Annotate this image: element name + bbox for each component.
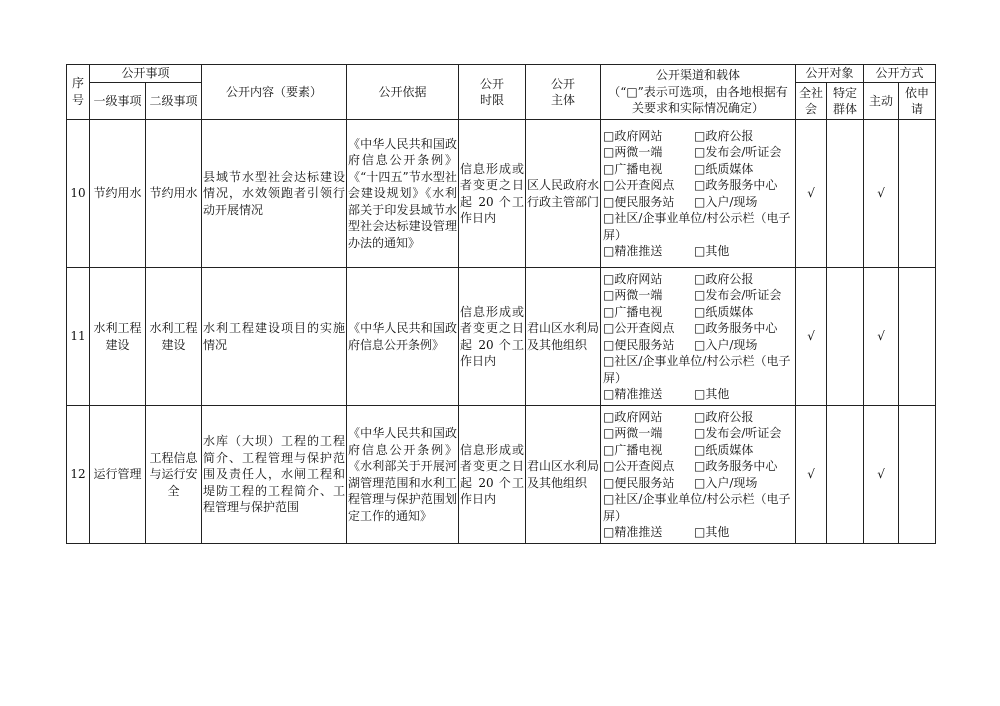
channel-item: □政务服务中心	[694, 459, 778, 473]
channel-item: □公开查阅点	[603, 321, 675, 335]
table-row	[67, 120, 936, 268]
row-target-group	[827, 268, 864, 406]
header-target-group: 特定群体	[827, 83, 864, 120]
header-level1: 一级事项	[90, 83, 146, 120]
table-row	[67, 406, 936, 544]
row-method-request	[899, 406, 936, 544]
channel-item: □纸质媒体	[694, 161, 754, 176]
channel-item: □纸质媒体	[694, 442, 754, 457]
disclosure-table	[66, 64, 936, 544]
row-target-all: √	[796, 406, 827, 544]
header-row-1	[67, 65, 936, 83]
channel-item: □公开查阅点	[603, 459, 675, 473]
header-basis: 公开依据	[347, 65, 459, 120]
channel-item: □社区/企事业单位/村公示栏（电子屏）	[603, 492, 791, 523]
row-deadline: 信息形成或者变更之日起 20 个工作日内	[459, 120, 526, 268]
channel-item: □广播电视	[603, 442, 663, 457]
row-basis: 《中华人民共和国政府信息公开条例》《水利部关于开展河湖管理范围和水利工程管理与保护范围划定工作的通知》	[347, 406, 459, 544]
channel-item: □便民服务站	[603, 194, 675, 209]
header-method-active: 主动	[864, 83, 899, 120]
row-method-request	[899, 268, 936, 406]
channel-item: □社区/企事业单位/村公示栏（电子屏）	[603, 211, 791, 242]
channel-item: □其他	[694, 525, 730, 539]
row-content: 县域节水型社会达标建设情况，水效领跑者引领行动开展情况	[202, 120, 347, 268]
row-target-group	[827, 120, 864, 268]
channel-item: □政府网站	[603, 128, 663, 143]
header-method: 公开方式	[864, 65, 936, 83]
channel-item: □政府网站	[603, 271, 663, 286]
channel-item: □政府公报	[694, 409, 754, 424]
row-content: 水库（大坝）工程的工程简介、工程管理与保护范围及责任人，水闸工程和堤防工程的工程简介、工程管理与保护范围	[202, 406, 347, 544]
row-method-request	[899, 120, 936, 268]
header-channel-note: （“□”表示可选项，由各地根据有关要求和实际情况确定）	[608, 84, 788, 116]
header-method-request: 依申请	[899, 83, 936, 120]
channel-item: □两微一端	[603, 145, 663, 159]
channel-item: □两微一端	[603, 288, 663, 302]
table-row	[67, 268, 936, 406]
row-seq: 10	[67, 120, 90, 268]
channel-item: □社区/企事业单位/村公示栏（电子屏）	[603, 354, 791, 385]
channel-item: □入户/现场	[694, 337, 758, 352]
header-channel	[601, 65, 796, 120]
header-channel-title: 公开渠道和载体	[656, 68, 741, 83]
row-method-active: √	[864, 120, 899, 268]
channel-item: □广播电视	[603, 304, 663, 319]
header-content: 公开内容（要素）	[202, 65, 347, 120]
row-level2: 工程信息与运行安全	[146, 406, 202, 544]
row-level2: 节约用水	[146, 120, 202, 268]
channel-item: □精准推送	[603, 525, 663, 539]
header-matter: 公开事项	[90, 65, 202, 83]
header-target-all: 全社会	[796, 83, 827, 120]
row-content: 水利工程建设项目的实施情况	[202, 268, 347, 406]
row-basis: 《中华人民共和国政府信息公开条例》《“十四五”节水型社会建设规划》《水利部关于印发县域节水型社会达标建设管理办法的通知》	[347, 120, 459, 268]
row-channels	[601, 120, 796, 268]
row-deadline: 信息形成或者变更之日起 20 个工作日内	[459, 268, 526, 406]
header-target: 公开对象	[796, 65, 864, 83]
row-method-active: √	[864, 268, 899, 406]
channel-item: □其他	[694, 387, 730, 401]
row-deadline: 信息形成或者变更之日起 20 个工作日内	[459, 406, 526, 544]
row-level1: 水利工程建设	[90, 268, 146, 406]
channel-item: □便民服务站	[603, 475, 675, 490]
row-level1: 运行管理	[90, 406, 146, 544]
header-deadline: 公开时限	[459, 65, 526, 120]
channel-item: □便民服务站	[603, 337, 675, 352]
row-channels	[601, 406, 796, 544]
channel-item: □政务服务中心	[694, 321, 778, 335]
channel-item: □精准推送	[603, 244, 663, 258]
row-target-all: √	[796, 120, 827, 268]
row-subject: 君山区水利局及其他组织	[526, 268, 601, 406]
row-seq: 12	[67, 406, 90, 544]
channel-item: □政府网站	[603, 409, 663, 424]
channel-item: □发布会/听证会	[694, 288, 782, 302]
channel-item: □发布会/听证会	[694, 145, 782, 159]
channel-item: □政务服务中心	[694, 178, 778, 192]
channel-item: □精准推送	[603, 387, 663, 401]
header-subject: 公开主体	[526, 65, 601, 120]
channel-item: □公开查阅点	[603, 178, 675, 192]
row-target-all: √	[796, 268, 827, 406]
channel-item: □入户/现场	[694, 194, 758, 209]
row-basis: 《中华人民共和国政府信息公开条例》	[347, 268, 459, 406]
channel-item: □广播电视	[603, 161, 663, 176]
header-level2: 二级事项	[146, 83, 202, 120]
channel-item: □发布会/听证会	[694, 426, 782, 440]
channel-item: □政府公报	[694, 271, 754, 286]
row-channels	[601, 268, 796, 406]
channel-item: □其他	[694, 244, 730, 258]
channel-item: □两微一端	[603, 426, 663, 440]
header-seq: 序号	[67, 65, 90, 120]
row-subject: 区人民政府水行政主管部门	[526, 120, 601, 268]
channel-item: □政府公报	[694, 128, 754, 143]
channel-item: □纸质媒体	[694, 304, 754, 319]
row-level2: 水利工程建设	[146, 268, 202, 406]
channel-item: □入户/现场	[694, 475, 758, 490]
row-target-group	[827, 406, 864, 544]
row-subject: 君山区水利局及其他组织	[526, 406, 601, 544]
row-level1: 节约用水	[90, 120, 146, 268]
row-seq: 11	[67, 268, 90, 406]
row-method-active: √	[864, 406, 899, 544]
